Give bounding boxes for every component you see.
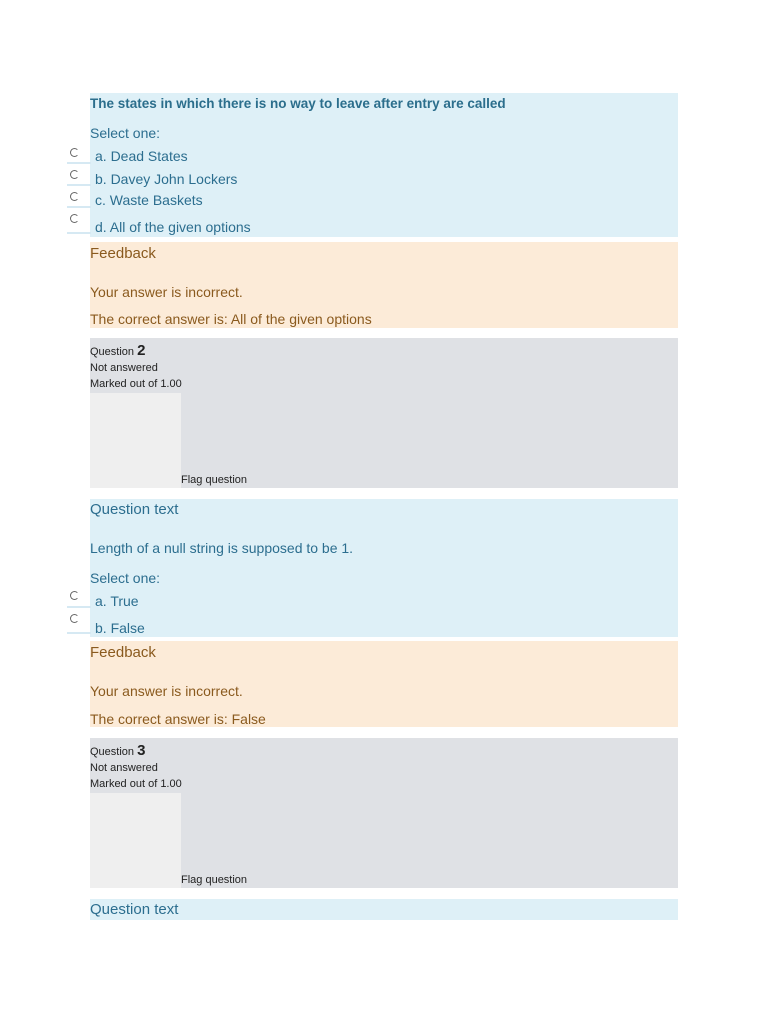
question-label: Question xyxy=(90,346,135,358)
divider xyxy=(67,162,91,164)
q1-option-d[interactable]: d. All of the given options xyxy=(95,219,251,235)
divider xyxy=(67,184,91,186)
q2-section-title: Question text xyxy=(90,501,179,518)
q2-question-text: Length of a null string is supposed to be 1. xyxy=(90,540,354,556)
q2-info-panel xyxy=(90,338,678,488)
q1-feedback-result: Your answer is incorrect. xyxy=(90,284,243,300)
q1-feedback-correct: The correct answer is: All of the given options xyxy=(90,311,372,327)
q3-status: Not answered xyxy=(90,762,158,774)
divider xyxy=(67,232,91,234)
q2-flag-box xyxy=(90,393,181,488)
q2-select-label: Select one: xyxy=(90,570,161,586)
q2-feedback-panel xyxy=(90,641,678,727)
q2-feedback-title: Feedback xyxy=(90,644,156,661)
question-label: Question xyxy=(90,746,135,758)
q1-radio-c[interactable] xyxy=(70,192,79,201)
q3-info-panel xyxy=(90,738,678,888)
question-number: 2 xyxy=(137,342,146,359)
q2-option-b[interactable]: b. False xyxy=(95,620,145,636)
q1-question-text: The states in which there is no way to leave after entry are called xyxy=(90,96,506,111)
question-number: 3 xyxy=(137,742,146,759)
q1-radio-b[interactable] xyxy=(70,170,79,179)
q2-marks: Marked out of 1.00 xyxy=(90,378,182,390)
q2-flag-question-link[interactable]: Flag question xyxy=(181,474,248,486)
q3-flag-box xyxy=(90,793,181,888)
q1-feedback-panel xyxy=(90,242,678,328)
divider xyxy=(67,632,91,634)
q1-radio-a[interactable] xyxy=(70,148,79,157)
q3-section-title: Question text xyxy=(90,901,179,918)
q1-feedback-title: Feedback xyxy=(90,245,156,262)
divider xyxy=(67,206,91,208)
q3-flag-question-link[interactable]: Flag question xyxy=(181,874,248,886)
q2-radio-a[interactable] xyxy=(70,591,79,600)
q3-content-panel xyxy=(90,899,678,920)
q1-option-b[interactable]: b. Davey John Lockers xyxy=(95,171,238,187)
q2-option-a[interactable]: a. True xyxy=(95,593,139,609)
q2-feedback-correct: The correct answer is: False xyxy=(90,711,266,727)
q2-feedback-result: Your answer is incorrect. xyxy=(90,683,243,699)
q1-option-c[interactable]: c. Waste Baskets xyxy=(95,192,203,208)
q2-question-label xyxy=(90,342,145,359)
q2-radio-b[interactable] xyxy=(70,614,79,623)
q3-marks: Marked out of 1.00 xyxy=(90,778,182,790)
q2-status: Not answered xyxy=(90,362,158,374)
q3-question-label xyxy=(90,742,145,759)
q1-option-a[interactable]: a. Dead States xyxy=(95,148,188,164)
q1-radio-d[interactable] xyxy=(70,214,79,223)
q1-select-label: Select one: xyxy=(90,125,161,141)
divider xyxy=(67,606,91,608)
q1-content-panel xyxy=(90,93,678,237)
q2-content-panel xyxy=(90,499,678,637)
